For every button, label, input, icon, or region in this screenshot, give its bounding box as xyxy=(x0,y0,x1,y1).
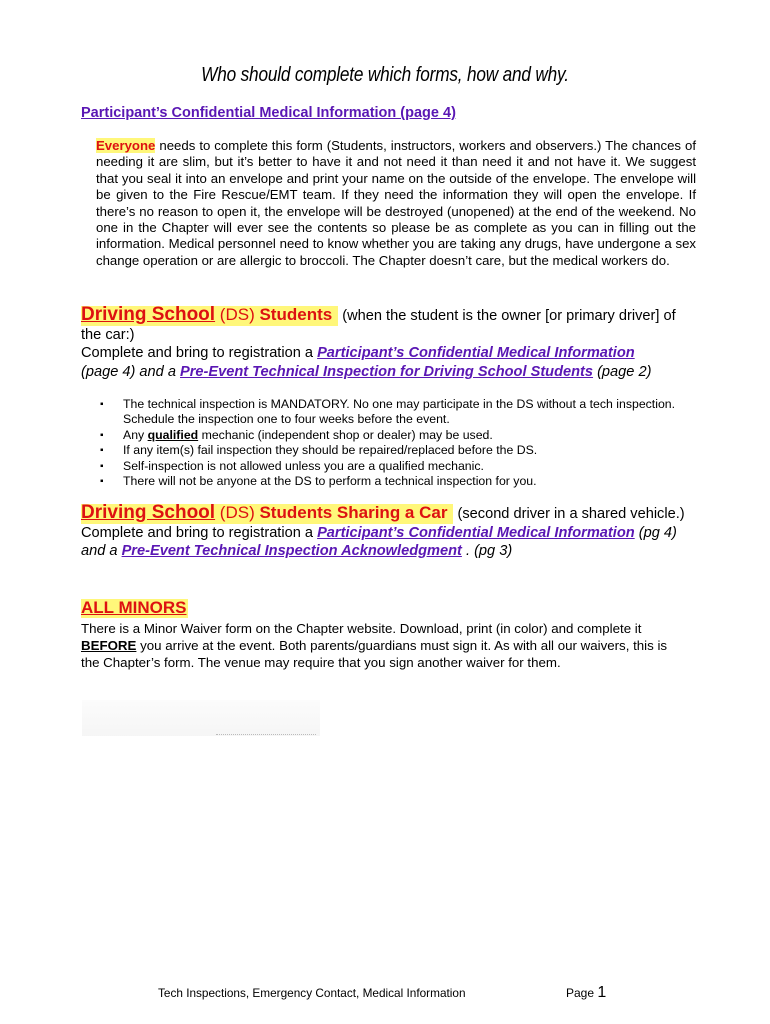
before-emphasis: BEFORE xyxy=(81,638,137,653)
list-item: ▪ Any qualified mechanic (independent shop or dealer) may be used. xyxy=(96,428,696,443)
tech-inspection-ack-link[interactable]: Pre-Event Technical Inspection Acknowledgment xyxy=(121,543,462,559)
ds-instruction-mid: (page 4) and a xyxy=(81,363,180,380)
ds-heading-highlight xyxy=(81,306,338,326)
all-minors-heading: ALL MINORS xyxy=(81,598,187,617)
ds-abbrev: (DS) xyxy=(215,503,260,522)
minors-heading-wrap xyxy=(81,598,188,618)
medical-form-link[interactable]: Participant’s Confidential Medical Information xyxy=(317,524,635,541)
medical-info-paragraph xyxy=(96,138,696,269)
ds-instruction: Complete and bring to registration a xyxy=(81,345,318,361)
list-item: ▪ The technical inspection is MANDATORY. No one may participate in the DS without a tech inspection. Schedule the inspection one to four weeks before the event. xyxy=(96,397,696,428)
driving-school-heading: Driving School xyxy=(81,304,216,325)
ds-heading-tail: (when the student is the owner [or primary driver] of the car:) xyxy=(81,308,676,343)
students-heading: Students xyxy=(259,305,333,324)
everyone-highlight: Everyone xyxy=(96,138,156,153)
minors-paragraph: There is a Minor Waiver form on the Chapter website. Download, print (in color) and complete it BEFORE you arrive at the event. Both parents/guardians must sign it. As with all our waivers, this is the Chapter’s form. The venue may require that you sign another waiver for them. xyxy=(81,621,668,670)
driving-school-students-section xyxy=(81,306,691,381)
list-item: ▪ There will not be anyone at the DS to perform a technical inspection for you. xyxy=(96,474,696,489)
page-title: Who should complete which forms, how and why. xyxy=(201,64,569,86)
ds2-heading-tail: (second driver in a shared vehicle.) Complete and bring to registration a xyxy=(81,506,685,541)
ds-abbrev: (DS) xyxy=(215,305,260,324)
driving-school-heading: Driving School xyxy=(81,502,216,523)
ds-requirements-list xyxy=(96,397,696,489)
faded-divider xyxy=(216,734,316,736)
footer-text: Tech Inspections, Emergency Contact, Medical Information xyxy=(158,986,466,1000)
ds2-instruction-mid: (pg 4) and a xyxy=(81,524,677,559)
page-number: Page 1 xyxy=(566,984,607,1001)
list-item: ▪ If any item(s) fail inspection they should be repaired/replaced before the DS. xyxy=(96,443,696,458)
medical-form-link[interactable]: Participant’s Confidential Medical Information xyxy=(317,345,635,361)
medical-info-heading: Participant’s Confidential Medical Information (page 4) xyxy=(81,105,456,121)
faded-text-block xyxy=(82,700,320,736)
ds2-instruction-end: . (pg 3) xyxy=(461,543,513,559)
medical-info-body: needs to complete this form (Students, instructors, workers and observers.) The chances of needing it are slim, but it’s better to have it and not need it than need it and not have it. We suggest that you seal it into an envelope and print your name on the outside of the envelope. The envelope will be given to the Fire Rescue/EMT team. If they need the information they will open the envelope. If there’s no reason to open it, the envelope will be destroyed (unopened) at the end of the weekend. No one in the Chapter will ever see the contents so please be as complete as you can in filling out the information. Medical personnel need to know whether you are taking any drugs, have undergone a sex change operation or are allergic to broccoli. The Chapter doesn’t care, but the medical workers do. xyxy=(96,138,696,268)
ds2-heading-highlight xyxy=(81,504,453,524)
driving-school-sharing-section xyxy=(81,504,691,561)
list-item: ▪ Self-inspection is not allowed unless you are a qualified mechanic. xyxy=(96,459,696,474)
students-sharing-heading: Students Sharing a Car xyxy=(259,503,448,522)
tech-inspection-ds-link[interactable]: Pre-Event Technical Inspection for Driving School Students xyxy=(180,363,594,380)
ds-instruction-end: (page 2) xyxy=(593,363,652,380)
